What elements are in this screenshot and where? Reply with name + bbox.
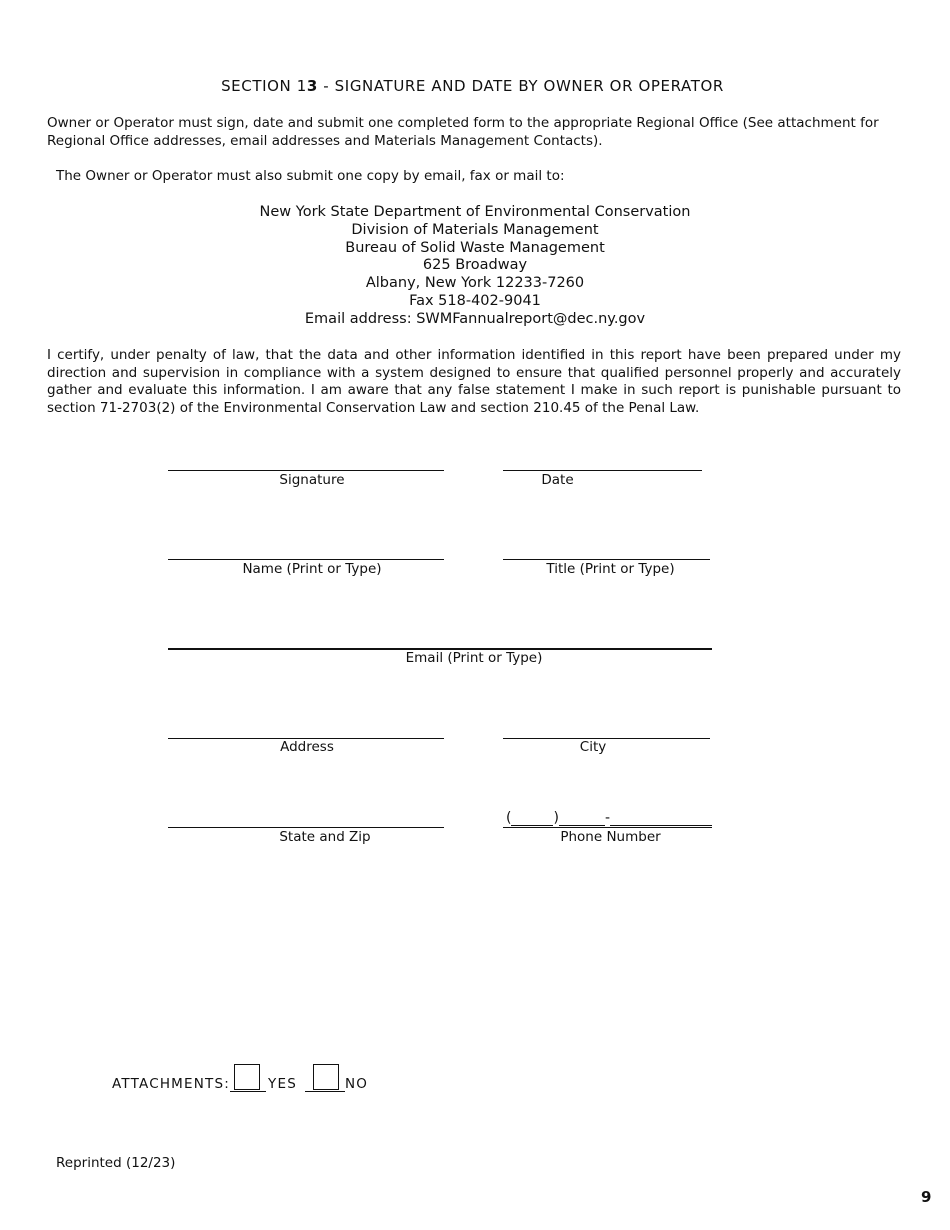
address-line-bureau: Bureau of Solid Waste Management <box>345 239 605 256</box>
phone-line[interactable] <box>503 827 712 828</box>
state-zip-label: State and Zip <box>279 829 371 845</box>
attachments-no-label: NO <box>344 1076 369 1092</box>
page-number: 9 <box>921 1188 932 1206</box>
date-line[interactable] <box>503 470 702 471</box>
reprinted-note: Reprinted (12/23) <box>56 1155 176 1171</box>
attachments-no-checkbox-wrap[interactable] <box>305 1064 345 1092</box>
phone-label: Phone Number <box>560 829 661 845</box>
instruction-paragraph: Owner or Operator must sign, date and submit one completed form to the appropriate Regional Office (See attachment for Regional Office addresses, email addresses and Materials Management Contacts). <box>47 115 879 149</box>
phone-dash: - <box>604 810 610 826</box>
date-label: Date <box>541 472 574 488</box>
address-line-agency: New York State Department of Environmental Conservation <box>259 204 691 220</box>
attachments-row <box>112 1064 368 1092</box>
email-label: Email (Print or Type) <box>405 650 543 666</box>
city-label: City <box>579 739 607 755</box>
mailing-address <box>0 204 950 329</box>
title-line[interactable] <box>503 559 710 560</box>
phone-prefix-blank[interactable] <box>559 810 605 826</box>
phone-number-field[interactable] <box>506 810 712 826</box>
signature-label: Signature <box>279 472 345 488</box>
section-title-prefix: SECTION 1 <box>221 77 307 95</box>
phone-open-paren: ( <box>506 810 512 826</box>
state-zip-line[interactable] <box>168 827 444 828</box>
attachments-label: ATTACHMENTS: <box>112 1076 231 1092</box>
address-line-email: Email address: SWMFannualreport@dec.ny.gov <box>304 310 646 327</box>
signature-line[interactable] <box>168 470 444 471</box>
attachments-no-checkbox[interactable] <box>313 1064 339 1090</box>
section-title-text: - SIGNATURE AND DATE BY OWNER OR OPERATOR <box>317 77 724 95</box>
title-label: Title (Print or Type) <box>546 561 675 577</box>
section-title <box>0 77 945 95</box>
attachments-yes-checkbox-wrap[interactable] <box>230 1064 266 1092</box>
phone-area-code-blank[interactable] <box>511 810 553 826</box>
name-line[interactable] <box>168 559 444 560</box>
address-line-city: Albany, New York 12233-7260 <box>365 275 585 292</box>
section-title-number: 3 <box>306 77 318 95</box>
address-line-fax: Fax 518-402-9041 <box>409 292 541 309</box>
submit-copy-paragraph: The Owner or Operator must also submit one copy by email, fax or mail to: <box>56 168 565 184</box>
attachments-yes-checkbox[interactable] <box>234 1064 260 1090</box>
phone-line-blank[interactable] <box>610 810 712 826</box>
name-label: Name (Print or Type) <box>242 561 382 577</box>
address-line-division: Division of Materials Management <box>351 221 599 238</box>
address-label: Address <box>280 739 334 755</box>
phone-close-paren: ) <box>553 810 559 826</box>
attachments-yes-label: YES <box>268 1076 297 1092</box>
address-line-street: 625 Broadway <box>422 257 528 274</box>
certification-statement: I certify, under penalty of law, that the data and other information identified in this report have been prepared under my direction and supervision in compliance with a system designed to ensure that qualified personnel properly and accurately gather and evaluate this information. I am aware that any false statement I make in such report is punishable pursuant to section 71-2703(2) of the Environmental Conservation Law and section 210.45 of the Penal Law. <box>47 347 901 416</box>
